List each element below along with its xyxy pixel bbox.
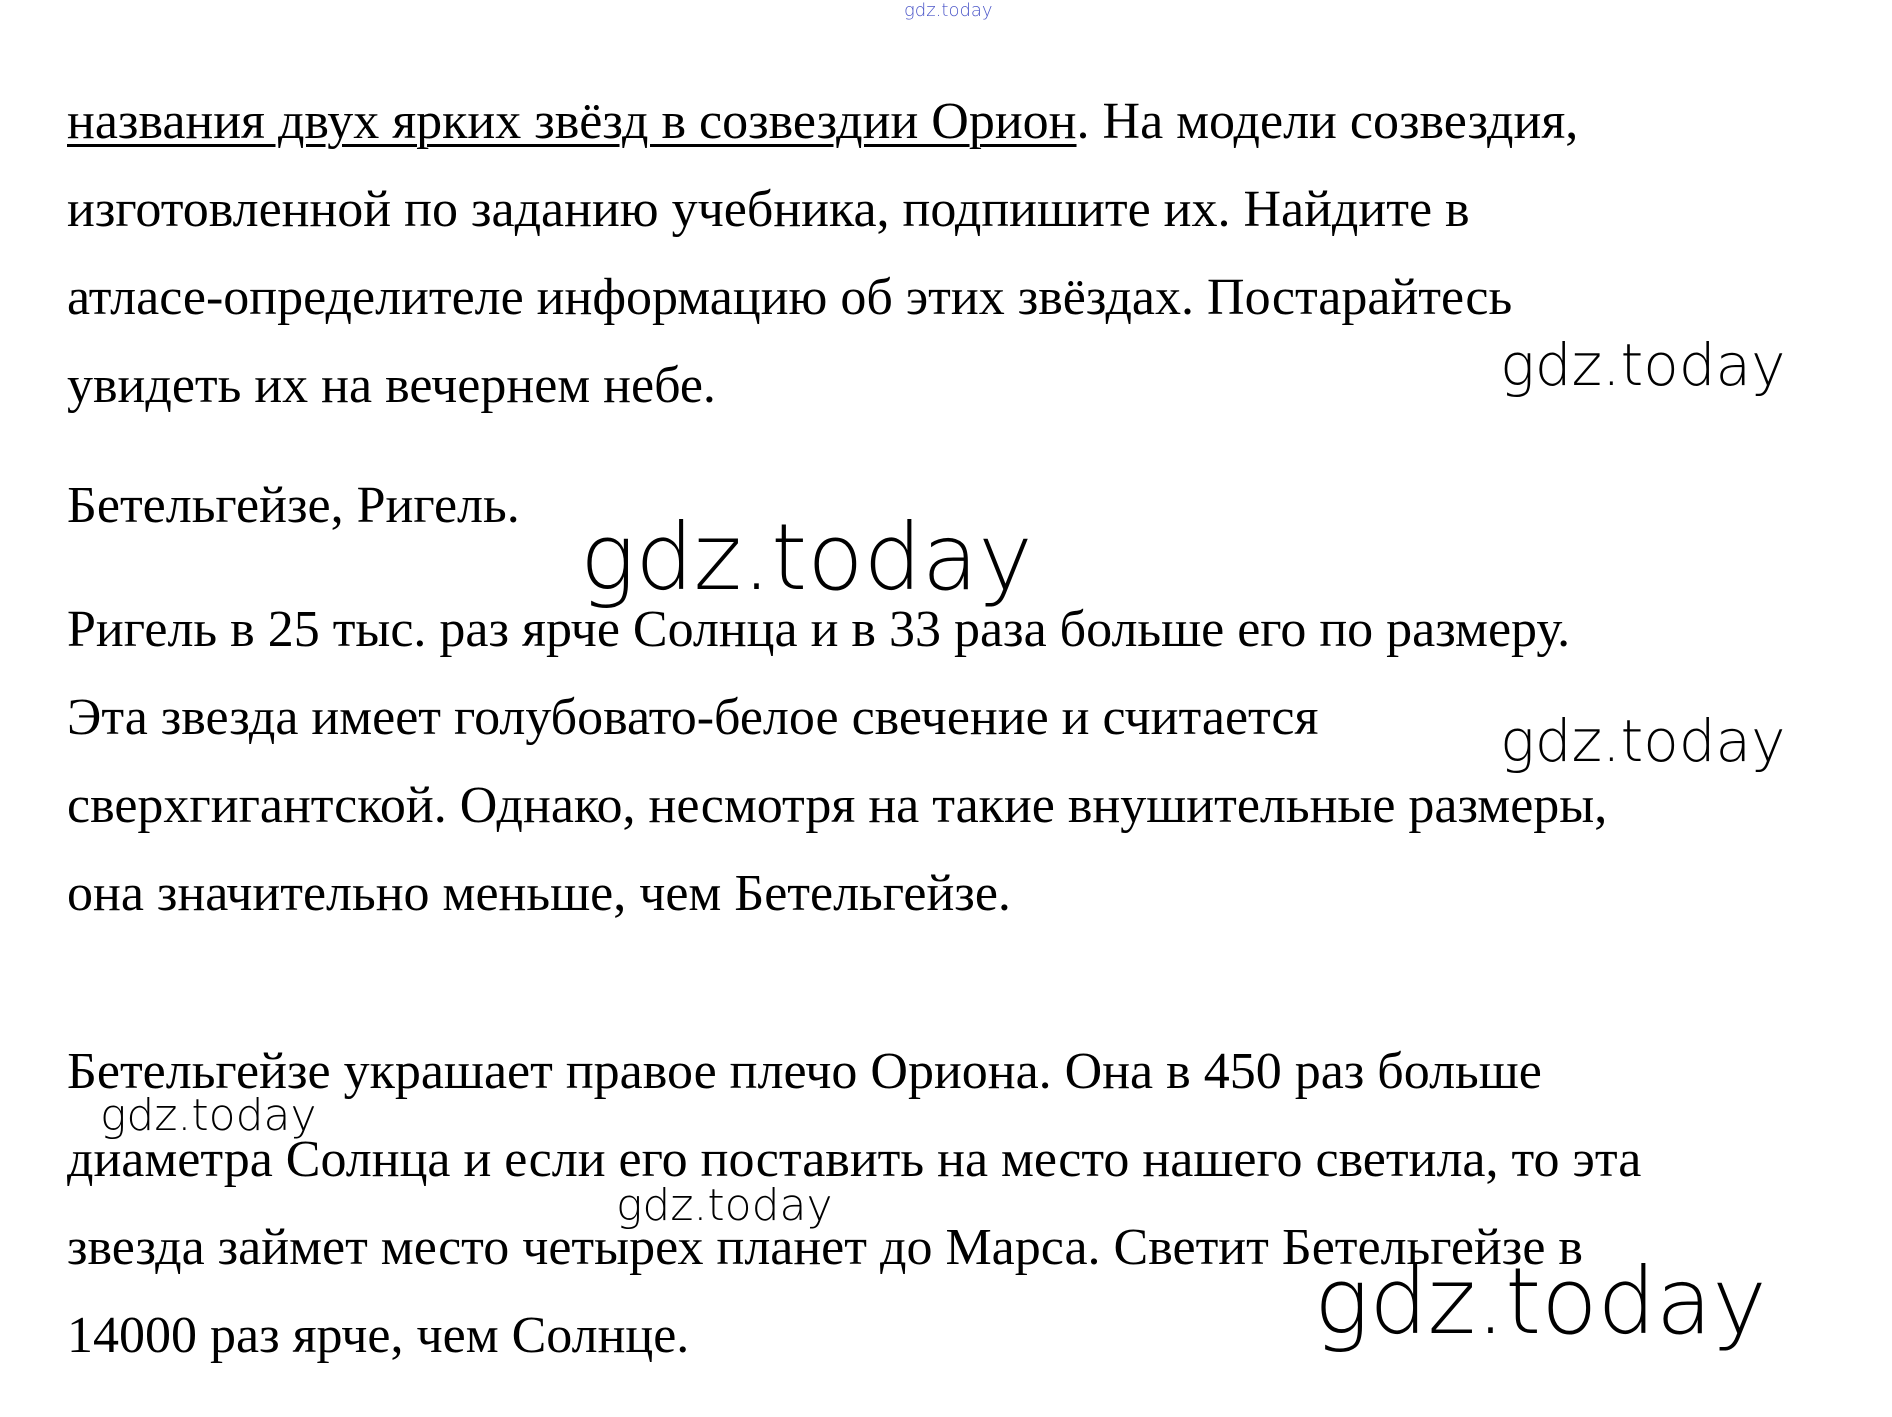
watermark: gdz.today [100,1090,317,1141]
task-line-1-rest: . На модели созвездия, [1076,93,1579,150]
watermark-top: gdz.today [904,0,993,21]
watermark: gdz.today [616,1180,833,1231]
rigel-line-2: Эта звезда имеет голубовато-белое свечение и считается [67,689,1319,746]
rigel-line-1: Ригель в 25 тыс. раз ярче Солнца и в 33 раза больше его по размеру. [67,601,1571,658]
answer-stars: Бетельгейзе, Ригель. [67,477,520,534]
betelgeuse-line-4: 14000 раз ярче, чем Солнце. [67,1307,690,1364]
watermark: gdz.today [1500,331,1786,399]
task-line-1 [67,92,1578,152]
task-line-3: атласе-определителе информацию об этих звёздах. Постарайтесь [67,269,1513,326]
task-line-4: увидеть их на вечернем небе. [67,357,716,414]
betelgeuse-line-3: звезда займет место четырех планет до Марса. Светит Бетельгейзе в [67,1219,1583,1276]
task-underlined-text: названия двух ярких звёзд в созвездии Орион [67,93,1077,150]
watermark: gdz.today [1314,1248,1767,1355]
betelgeuse-line-2: диаметра Солнца и если его поставить на место нашего светила, то эта [67,1131,1642,1188]
task-line-2: изготовленной по заданию учебника, подпишите их. Найдите в [67,181,1470,238]
watermark: gdz.today [580,504,1033,611]
betelgeuse-line-1: Бетельгейзе украшает правое плечо Ориона. Она в 450 раз больше [67,1043,1542,1100]
rigel-line-3: сверхгигантской. Однако, несмотря на такие внушительные размеры, [67,777,1608,834]
rigel-line-4: она значительно меньше, чем Бетельгейзе. [67,865,1011,922]
watermark: gdz.today [1500,707,1786,775]
